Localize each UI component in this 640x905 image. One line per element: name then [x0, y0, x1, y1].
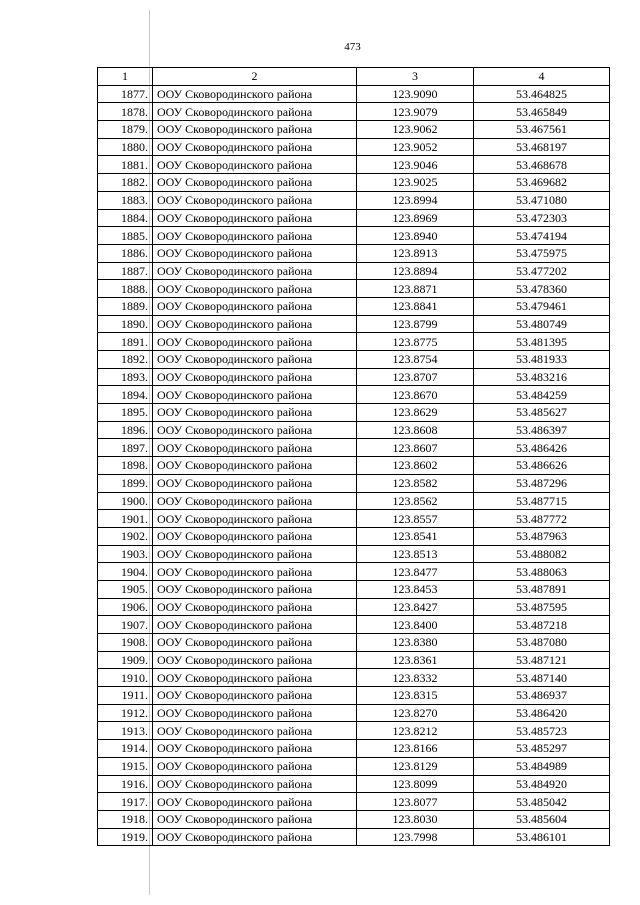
table-row	[98, 740, 610, 758]
organization-name: ООУ Сковородинского района	[153, 545, 357, 563]
longitude-value: 123.8582	[357, 474, 474, 492]
column-header-longitude: 3	[357, 68, 474, 86]
column-header-number: 1	[98, 68, 153, 86]
row-number: 1896.	[98, 421, 153, 439]
row-number: 1887.	[98, 262, 153, 280]
row-number: 1915.	[98, 757, 153, 775]
table-row	[98, 386, 610, 404]
organization-name: ООУ Сковородинского района	[153, 651, 357, 669]
table-row	[98, 156, 610, 174]
longitude-value: 123.8541	[357, 527, 474, 545]
longitude-value: 123.7998	[357, 828, 474, 846]
latitude-value: 53.485297	[474, 740, 610, 758]
table-row	[98, 457, 610, 475]
organization-name: ООУ Сковородинского района	[153, 580, 357, 598]
column-header-latitude: 4	[474, 68, 610, 86]
row-number: 1918.	[98, 810, 153, 828]
organization-name: ООУ Сковородинского района	[153, 227, 357, 245]
longitude-value: 123.9025	[357, 174, 474, 192]
organization-name: ООУ Сковородинского района	[153, 103, 357, 121]
organization-name: ООУ Сковородинского района	[153, 85, 357, 103]
row-number: 1903.	[98, 545, 153, 563]
latitude-value: 53.469682	[474, 174, 610, 192]
longitude-value: 123.8400	[357, 616, 474, 634]
organization-name: ООУ Сковородинского района	[153, 386, 357, 404]
longitude-value: 123.8477	[357, 563, 474, 581]
row-number: 1919.	[98, 828, 153, 846]
longitude-value: 123.8894	[357, 262, 474, 280]
organization-name: ООУ Сковородинского района	[153, 687, 357, 705]
table-row	[98, 121, 610, 139]
latitude-value: 53.472303	[474, 209, 610, 227]
row-number: 1878.	[98, 103, 153, 121]
table-row	[98, 704, 610, 722]
page-number: 473	[344, 41, 361, 53]
organization-name: ООУ Сковородинского района	[153, 280, 357, 298]
latitude-value: 53.487218	[474, 616, 610, 634]
organization-name: ООУ Сковородинского района	[153, 510, 357, 528]
latitude-value: 53.486626	[474, 457, 610, 475]
latitude-value: 53.467561	[474, 121, 610, 139]
table-row	[98, 669, 610, 687]
longitude-value: 123.8380	[357, 634, 474, 652]
longitude-value: 123.8629	[357, 404, 474, 422]
longitude-value: 123.8871	[357, 280, 474, 298]
longitude-value: 123.9052	[357, 138, 474, 156]
row-number: 1898.	[98, 457, 153, 475]
table-row	[98, 810, 610, 828]
table-row	[98, 722, 610, 740]
row-number: 1909.	[98, 651, 153, 669]
row-number: 1911.	[98, 687, 153, 705]
longitude-value: 123.8557	[357, 510, 474, 528]
latitude-value: 53.475975	[474, 244, 610, 262]
latitude-value: 53.487595	[474, 598, 610, 616]
latitude-value: 53.486426	[474, 439, 610, 457]
longitude-value: 123.8030	[357, 810, 474, 828]
longitude-value: 123.8513	[357, 545, 474, 563]
latitude-value: 53.488082	[474, 545, 610, 563]
latitude-value: 53.468197	[474, 138, 610, 156]
organization-name: ООУ Сковородинского района	[153, 244, 357, 262]
longitude-value: 123.8940	[357, 227, 474, 245]
organization-name: ООУ Сковородинского района	[153, 669, 357, 687]
organization-name: ООУ Сковородинского района	[153, 775, 357, 793]
longitude-value: 123.8212	[357, 722, 474, 740]
latitude-value: 53.479461	[474, 297, 610, 315]
latitude-value: 53.478360	[474, 280, 610, 298]
organization-name: ООУ Сковородинского района	[153, 828, 357, 846]
organization-name: ООУ Сковородинского района	[153, 351, 357, 369]
organization-name: ООУ Сковородинского района	[153, 297, 357, 315]
longitude-value: 123.8607	[357, 439, 474, 457]
latitude-value: 53.480749	[474, 315, 610, 333]
longitude-value: 123.8077	[357, 793, 474, 811]
table-row	[98, 545, 610, 563]
table-row	[98, 580, 610, 598]
latitude-value: 53.485723	[474, 722, 610, 740]
table-row	[98, 351, 610, 369]
table-row	[98, 439, 610, 457]
organization-name: ООУ Сковородинского района	[153, 527, 357, 545]
table-row	[98, 634, 610, 652]
table-row	[98, 563, 610, 581]
table-row	[98, 616, 610, 634]
organization-name: ООУ Сковородинского района	[153, 191, 357, 209]
organization-name: ООУ Сковородинского района	[153, 156, 357, 174]
latitude-value: 53.486101	[474, 828, 610, 846]
longitude-value: 123.9079	[357, 103, 474, 121]
table-header-row	[98, 68, 610, 86]
table-row	[98, 85, 610, 103]
organization-name: ООУ Сковородинского района	[153, 474, 357, 492]
latitude-value: 53.486420	[474, 704, 610, 722]
organization-name: ООУ Сковородинского района	[153, 616, 357, 634]
table-row	[98, 244, 610, 262]
table-row	[98, 333, 610, 351]
latitude-value: 53.468678	[474, 156, 610, 174]
organization-name: ООУ Сковородинского района	[153, 757, 357, 775]
row-number: 1880.	[98, 138, 153, 156]
latitude-value: 53.484989	[474, 757, 610, 775]
row-number: 1882.	[98, 174, 153, 192]
row-number: 1884.	[98, 209, 153, 227]
latitude-value: 53.485042	[474, 793, 610, 811]
latitude-value: 53.484920	[474, 775, 610, 793]
longitude-value: 123.8707	[357, 368, 474, 386]
coordinates-table	[97, 67, 610, 846]
row-number: 1907.	[98, 616, 153, 634]
organization-name: ООУ Сковородинского района	[153, 404, 357, 422]
organization-name: ООУ Сковородинского района	[153, 209, 357, 227]
latitude-value: 53.485627	[474, 404, 610, 422]
row-number: 1897.	[98, 439, 153, 457]
organization-name: ООУ Сковородинского района	[153, 368, 357, 386]
table-row	[98, 598, 610, 616]
row-number: 1902.	[98, 527, 153, 545]
table-row	[98, 138, 610, 156]
row-number: 1879.	[98, 121, 153, 139]
row-number: 1881.	[98, 156, 153, 174]
latitude-value: 53.486937	[474, 687, 610, 705]
row-number: 1895.	[98, 404, 153, 422]
latitude-value: 53.487891	[474, 580, 610, 598]
row-number: 1883.	[98, 191, 153, 209]
organization-name: ООУ Сковородинского района	[153, 793, 357, 811]
longitude-value: 123.9046	[357, 156, 474, 174]
row-number: 1888.	[98, 280, 153, 298]
latitude-value: 53.487121	[474, 651, 610, 669]
longitude-value: 123.8315	[357, 687, 474, 705]
longitude-value: 123.8670	[357, 386, 474, 404]
row-number: 1890.	[98, 315, 153, 333]
organization-name: ООУ Сковородинского района	[153, 333, 357, 351]
table-row	[98, 775, 610, 793]
longitude-value: 123.8270	[357, 704, 474, 722]
table-row	[98, 421, 610, 439]
row-number: 1917.	[98, 793, 153, 811]
latitude-value: 53.488063	[474, 563, 610, 581]
organization-name: ООУ Сковородинского района	[153, 492, 357, 510]
organization-name: ООУ Сковородинского района	[153, 174, 357, 192]
row-number: 1904.	[98, 563, 153, 581]
organization-name: ООУ Сковородинского района	[153, 315, 357, 333]
row-number: 1891.	[98, 333, 153, 351]
table-row	[98, 209, 610, 227]
table-row	[98, 492, 610, 510]
row-number: 1889.	[98, 297, 153, 315]
table-row	[98, 793, 610, 811]
latitude-value: 53.483216	[474, 368, 610, 386]
organization-name: ООУ Сковородинского района	[153, 634, 357, 652]
longitude-value: 123.8453	[357, 580, 474, 598]
latitude-value: 53.464825	[474, 85, 610, 103]
latitude-value: 53.474194	[474, 227, 610, 245]
longitude-value: 123.8799	[357, 315, 474, 333]
longitude-value: 123.9062	[357, 121, 474, 139]
row-number: 1900.	[98, 492, 153, 510]
row-number: 1893.	[98, 368, 153, 386]
organization-name: ООУ Сковородинского района	[153, 704, 357, 722]
organization-name: ООУ Сковородинского района	[153, 563, 357, 581]
latitude-value: 53.484259	[474, 386, 610, 404]
longitude-value: 123.8361	[357, 651, 474, 669]
table-row	[98, 297, 610, 315]
longitude-value: 123.8602	[357, 457, 474, 475]
longitude-value: 123.8841	[357, 297, 474, 315]
latitude-value: 53.485604	[474, 810, 610, 828]
organization-name: ООУ Сковородинского района	[153, 421, 357, 439]
table-row	[98, 191, 610, 209]
longitude-value: 123.8775	[357, 333, 474, 351]
table-row	[98, 687, 610, 705]
organization-name: ООУ Сковородинского района	[153, 138, 357, 156]
table-row	[98, 280, 610, 298]
longitude-value: 123.8994	[357, 191, 474, 209]
table-row	[98, 828, 610, 846]
table-row	[98, 474, 610, 492]
latitude-value: 53.471080	[474, 191, 610, 209]
longitude-value: 123.9090	[357, 85, 474, 103]
latitude-value: 53.487715	[474, 492, 610, 510]
latitude-value: 53.487296	[474, 474, 610, 492]
row-number: 1914.	[98, 740, 153, 758]
table-row	[98, 510, 610, 528]
table-row	[98, 174, 610, 192]
latitude-value: 53.465849	[474, 103, 610, 121]
longitude-value: 123.8913	[357, 244, 474, 262]
longitude-value: 123.8099	[357, 775, 474, 793]
table-body	[98, 85, 610, 846]
row-number: 1894.	[98, 386, 153, 404]
table-row	[98, 368, 610, 386]
longitude-value: 123.8166	[357, 740, 474, 758]
latitude-value: 53.481395	[474, 333, 610, 351]
organization-name: ООУ Сковородинского района	[153, 262, 357, 280]
latitude-value: 53.487963	[474, 527, 610, 545]
table-row	[98, 227, 610, 245]
latitude-value: 53.487772	[474, 510, 610, 528]
row-number: 1901.	[98, 510, 153, 528]
row-number: 1906.	[98, 598, 153, 616]
latitude-value: 53.487140	[474, 669, 610, 687]
organization-name: ООУ Сковородинского района	[153, 439, 357, 457]
latitude-value: 53.477202	[474, 262, 610, 280]
longitude-value: 123.8427	[357, 598, 474, 616]
row-number: 1885.	[98, 227, 153, 245]
organization-name: ООУ Сковородинского района	[153, 121, 357, 139]
organization-name: ООУ Сковородинского района	[153, 598, 357, 616]
row-number: 1916.	[98, 775, 153, 793]
table-row	[98, 315, 610, 333]
longitude-value: 123.8562	[357, 492, 474, 510]
row-number: 1905.	[98, 580, 153, 598]
row-number: 1877.	[98, 85, 153, 103]
row-number: 1912.	[98, 704, 153, 722]
latitude-value: 53.487080	[474, 634, 610, 652]
row-number: 1899.	[98, 474, 153, 492]
longitude-value: 123.8754	[357, 351, 474, 369]
table-row	[98, 404, 610, 422]
latitude-value: 53.481933	[474, 351, 610, 369]
latitude-value: 53.486397	[474, 421, 610, 439]
table-row	[98, 651, 610, 669]
table-row	[98, 103, 610, 121]
organization-name: ООУ Сковородинского района	[153, 457, 357, 475]
longitude-value: 123.8129	[357, 757, 474, 775]
table-row	[98, 262, 610, 280]
row-number: 1908.	[98, 634, 153, 652]
organization-name: ООУ Сковородинского района	[153, 722, 357, 740]
longitude-value: 123.8969	[357, 209, 474, 227]
longitude-value: 123.8608	[357, 421, 474, 439]
organization-name: ООУ Сковородинского района	[153, 740, 357, 758]
table-row	[98, 757, 610, 775]
row-number: 1886.	[98, 244, 153, 262]
table-row	[98, 527, 610, 545]
longitude-value: 123.8332	[357, 669, 474, 687]
organization-name: ООУ Сковородинского района	[153, 810, 357, 828]
column-header-name: 2	[153, 68, 357, 86]
row-number: 1913.	[98, 722, 153, 740]
row-number: 1892.	[98, 351, 153, 369]
row-number: 1910.	[98, 669, 153, 687]
